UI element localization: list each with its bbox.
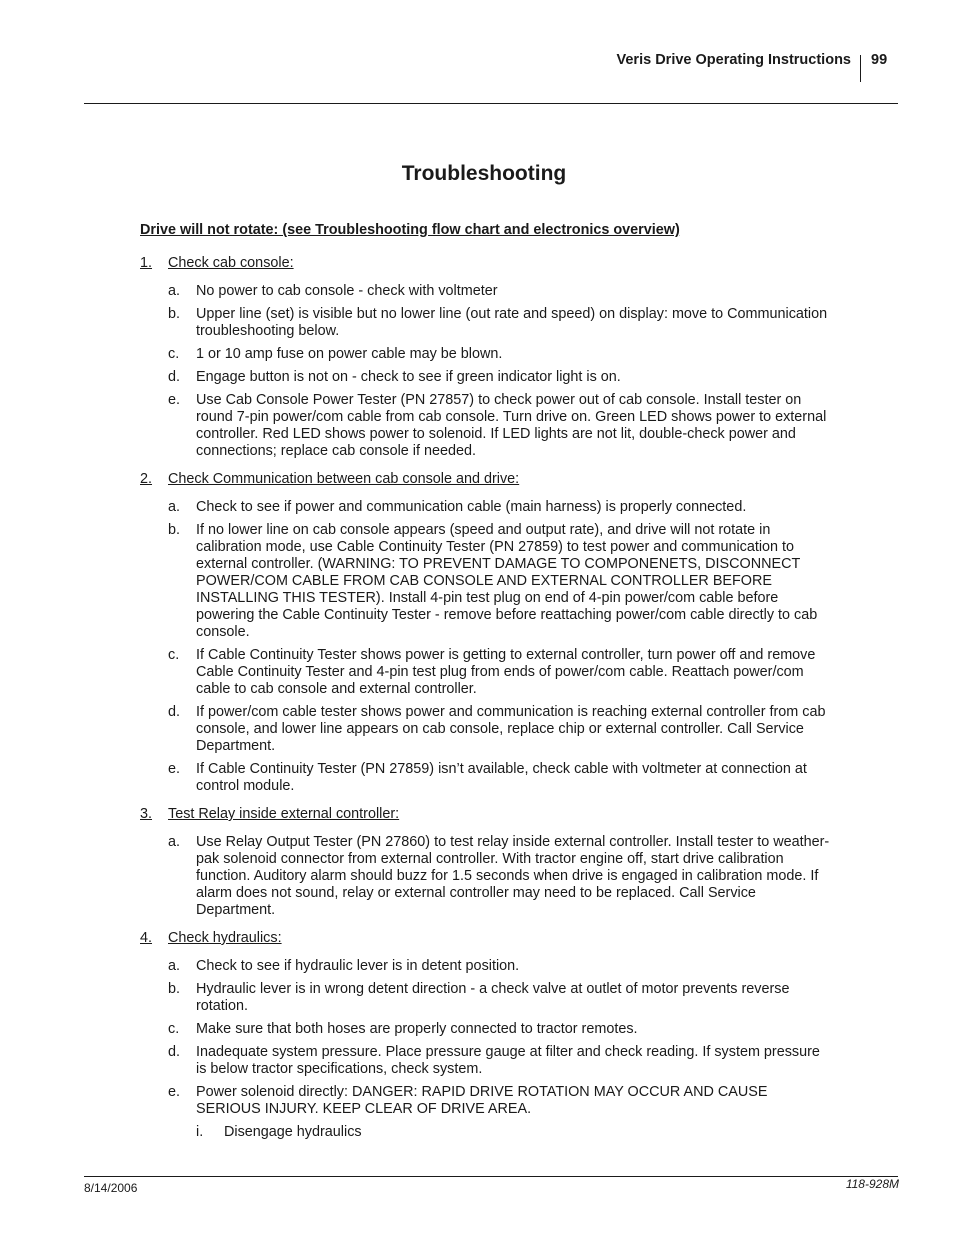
list-item xyxy=(140,499,832,516)
footer-rule xyxy=(84,1176,898,1177)
list-item xyxy=(140,1084,832,1118)
section-number: 4. xyxy=(140,930,153,946)
item-text: If Cable Continuity Tester shows power is getting to external controller, turn power off and remove Cable Continuity Tester and 4-pin test plug from ends of power/com cable. Reattach power/com cable to cab console and external controller. xyxy=(196,647,816,697)
document-body xyxy=(140,222,832,1152)
section-number: 2. xyxy=(140,471,153,487)
list-item xyxy=(140,647,832,698)
item-text: Upper line (set) is visible but no lower line (out rate and speed) on display: move to Communication troubleshooting below. xyxy=(196,306,828,339)
section-subheading: Drive will not rotate: (see Troubleshooting flow chart and electronics overview) xyxy=(140,222,680,238)
item-text: No power to cab console - check with voltmeter xyxy=(196,283,498,299)
list-item xyxy=(140,704,832,755)
section-heading xyxy=(140,255,832,272)
item-letter: e. xyxy=(168,761,181,777)
item-text: 1 or 10 amp fuse on power cable may be blown. xyxy=(196,346,503,362)
section-number: 1. xyxy=(140,255,153,271)
header-title: Veris Drive Operating Instructions xyxy=(616,52,851,68)
item-text: Engage button is not on - check to see if green indicator light is on. xyxy=(196,369,621,385)
section-title: Test Relay inside external controller: xyxy=(168,806,400,822)
item-letter: c. xyxy=(168,1021,180,1037)
footer-doc-code: 118-928M xyxy=(845,1177,899,1191)
item-text: If power/com cable tester shows power and communication is reaching external controller from cab console, and lower line appears on cab console, replace chip or external controller. Call Service Department. xyxy=(196,704,826,754)
item-text: Inadequate system pressure. Place pressure gauge at filter and check reading. If system pressure is below tractor specifications, check system. xyxy=(196,1044,820,1077)
list-item xyxy=(140,981,832,1015)
item-letter: e. xyxy=(168,1084,181,1100)
item-letter: e. xyxy=(168,392,181,408)
section-title: Check cab console: xyxy=(168,255,294,271)
header-rule xyxy=(84,103,898,104)
list-item xyxy=(140,369,832,386)
list-item xyxy=(140,522,832,641)
item-letter: a. xyxy=(168,834,181,850)
list-item xyxy=(140,346,832,363)
list-item xyxy=(140,834,832,919)
list-item xyxy=(140,1044,832,1078)
item-text: If Cable Continuity Tester (PN 27859) isn’t available, check cable with voltmeter at connection at control module. xyxy=(196,761,807,794)
section-title: Check Communication between cab console and drive: xyxy=(168,471,520,487)
list-item xyxy=(140,1021,832,1038)
section-number: 3. xyxy=(140,806,153,822)
list-item xyxy=(140,1124,832,1141)
header-divider xyxy=(860,55,861,82)
item-text: Disengage hydraulics xyxy=(224,1124,362,1140)
item-letter: i. xyxy=(196,1124,204,1140)
item-text: If no lower line on cab console appears (speed and output rate), and drive will not rotate in calibration mode, use Cable Continuity Tester (PN 27859) to test power and communication to external controller. (WARNING: TO PREVENT DAMAGE TO COMPONENETS, DISCONNECT POWER/COM CABLE FROM CAB CONSOLE AND EXTERNAL CONTROLLER BEFORE INSTALLING THIS TESTER). Install 4-pin test plug on end of 4-pin power/com cable before powering the Cable Continuity Tester - remove before reattaching power/com cable directly to cab console. xyxy=(196,522,818,640)
item-text: Check to see if hydraulic lever is in detent position. xyxy=(196,958,520,974)
section-heading xyxy=(140,806,832,823)
section-heading xyxy=(140,930,832,947)
item-letter: b. xyxy=(168,522,181,538)
item-letter: a. xyxy=(168,499,181,515)
item-letter: d. xyxy=(168,1044,181,1060)
item-text: Power solenoid directly: DANGER: RAPID DRIVE ROTATION MAY OCCUR AND CAUSE SERIOUS INJURY. KEEP CLEAR OF DRIVE AREA. xyxy=(196,1084,768,1117)
section-title: Check hydraulics: xyxy=(168,930,282,946)
page-title: Troubleshooting xyxy=(401,162,567,185)
item-letter: d. xyxy=(168,369,181,385)
footer-date: 8/14/2006 xyxy=(84,1181,138,1195)
item-letter: a. xyxy=(168,283,181,299)
list-item xyxy=(140,306,832,340)
page-number: 99 xyxy=(871,52,888,68)
list-item xyxy=(140,958,832,975)
item-text: Use Cab Console Power Tester (PN 27857) to check power out of cab console. Install tester on round 7-pin power/com cable from cab console. Turn drive on. Green LED shows power to external controller. Red LED shows power to solenoid. If LED lights are not lit, double-check power and connections; replace cab console if needed. xyxy=(196,392,827,459)
item-text: Hydraulic lever is in wrong detent direction - a check valve at outlet of motor prevents reverse rotation. xyxy=(196,981,790,1014)
list-item xyxy=(140,761,832,795)
item-letter: b. xyxy=(168,306,181,322)
section-heading xyxy=(140,471,832,488)
item-letter: c. xyxy=(168,346,180,362)
item-text: Use Relay Output Tester (PN 27860) to test relay inside external controller. Install tester to weather-pak solenoid connector from external controller. With tractor engine off, start drive calibration function. Auditory alarm should buzz for 1.5 seconds when drive is engaged in calibration mode. If alarm does not sound, relay or external controller may need to be replaced. Call Service Department. xyxy=(196,834,830,918)
item-letter: b. xyxy=(168,981,181,997)
list-item xyxy=(140,392,832,460)
item-letter: c. xyxy=(168,647,180,663)
list-item xyxy=(140,283,832,300)
item-letter: d. xyxy=(168,704,181,720)
item-text: Check to see if power and communication cable (main harness) is properly connected. xyxy=(196,499,747,515)
troubleshooting-list xyxy=(140,255,832,1141)
item-letter: a. xyxy=(168,958,181,974)
item-text: Make sure that both hoses are properly connected to tractor remotes. xyxy=(196,1021,638,1037)
